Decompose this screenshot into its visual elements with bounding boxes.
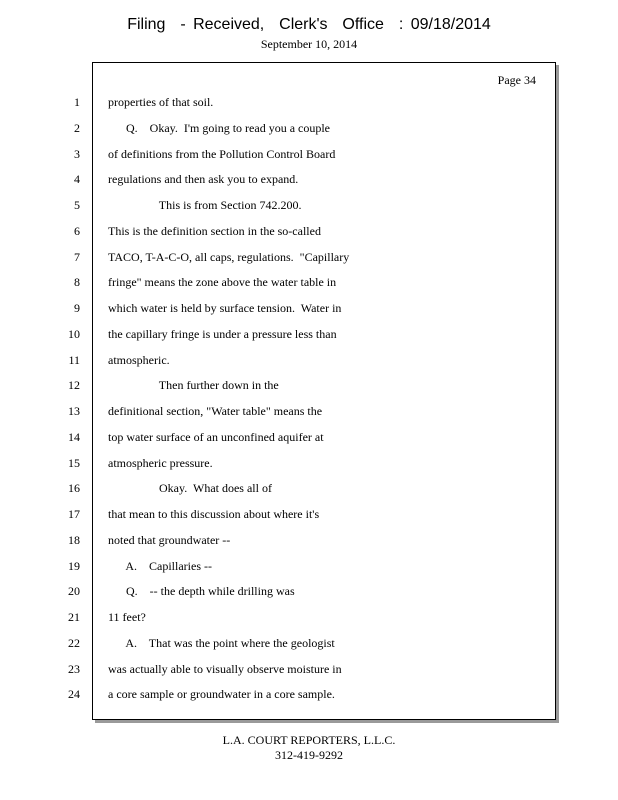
transcript-line-text: A. Capillaries --	[108, 559, 212, 573]
transcript-line-text: Okay. What does all of	[108, 481, 272, 495]
line-number: 16	[68, 481, 80, 495]
line-number: 9	[74, 301, 80, 315]
transcript-line-text: atmospheric.	[108, 353, 170, 367]
line-number: 4	[74, 172, 80, 186]
transcript-line-text: 11 feet?	[108, 610, 146, 624]
transcript-line-text: noted that groundwater --	[108, 533, 231, 547]
line-number: 12	[68, 378, 80, 392]
line-number: 13	[68, 404, 80, 418]
transcript-line-text: Q. Okay. I'm going to read you a couple	[108, 121, 330, 135]
transcript-line-text: properties of that soil.	[108, 95, 214, 109]
line-number: 11	[68, 353, 80, 367]
transcript-line-text: the capillary fringe is under a pressure less than	[108, 327, 337, 341]
line-number: 20	[68, 584, 80, 598]
line-number: 15	[68, 456, 80, 470]
line-number: 21	[68, 610, 80, 624]
transcript-line-text: fringe" means the zone above the water table in	[108, 275, 337, 289]
line-number: 10	[68, 327, 80, 341]
line-number: 19	[68, 559, 80, 573]
line-number: 24	[68, 687, 80, 701]
line-number: 1	[74, 95, 80, 109]
transcript-line-text: regulations and then ask you to expand.	[108, 172, 299, 186]
line-number: 18	[68, 533, 80, 547]
transcript-line-text: This is from Section 742.200.	[108, 198, 302, 212]
transcript-line-text: atmospheric pressure.	[108, 456, 213, 470]
transcript-line-text: a core sample or groundwater in a core sample.	[108, 687, 335, 701]
reporter-phone: 312-419-9292	[275, 748, 343, 762]
transcript-line-text: which water is held by surface tension. Water in	[108, 301, 342, 315]
transcript-line-text: A. That was the point where the geologist	[108, 636, 335, 650]
line-number: 3	[74, 147, 80, 161]
line-number: 17	[68, 507, 80, 521]
line-number: 2	[74, 121, 80, 135]
transcript-line-text: definitional section, "Water table" means the	[108, 404, 323, 418]
transcript-line-text: Q. -- the depth while drilling was	[108, 584, 295, 598]
line-number: 14	[68, 430, 80, 444]
filing-stamp: Filing - Received, Clerk's Office : 09/18/2014	[127, 16, 491, 33]
transcript-line-text: of definitions from the Pollution Control Board	[108, 147, 336, 161]
transcript-line-text: was actually able to visually observe moisture in	[108, 662, 342, 676]
line-number: 8	[74, 275, 80, 289]
page-number: Page 34	[497, 73, 536, 87]
line-number: 22	[68, 636, 80, 650]
line-number: 23	[68, 662, 80, 676]
transcript-line-text: top water surface of an unconfined aquifer at	[108, 430, 324, 444]
deposition-date: September 10, 2014	[260, 37, 358, 51]
transcript-line-text: TACO, T-A-C-O, all caps, regulations. "Capillary	[108, 250, 350, 264]
transcript-line-text: Then further down in the	[108, 378, 279, 392]
transcript-line-text: This is the definition section in the so-called	[108, 224, 321, 238]
line-number: 6	[74, 224, 80, 238]
reporter-company: L.A. COURT REPORTERS, L.L.C.	[222, 733, 396, 747]
line-number: 5	[74, 198, 80, 212]
line-number: 7	[74, 250, 80, 264]
transcript-line-text: that mean to this discussion about where it's	[108, 507, 320, 521]
